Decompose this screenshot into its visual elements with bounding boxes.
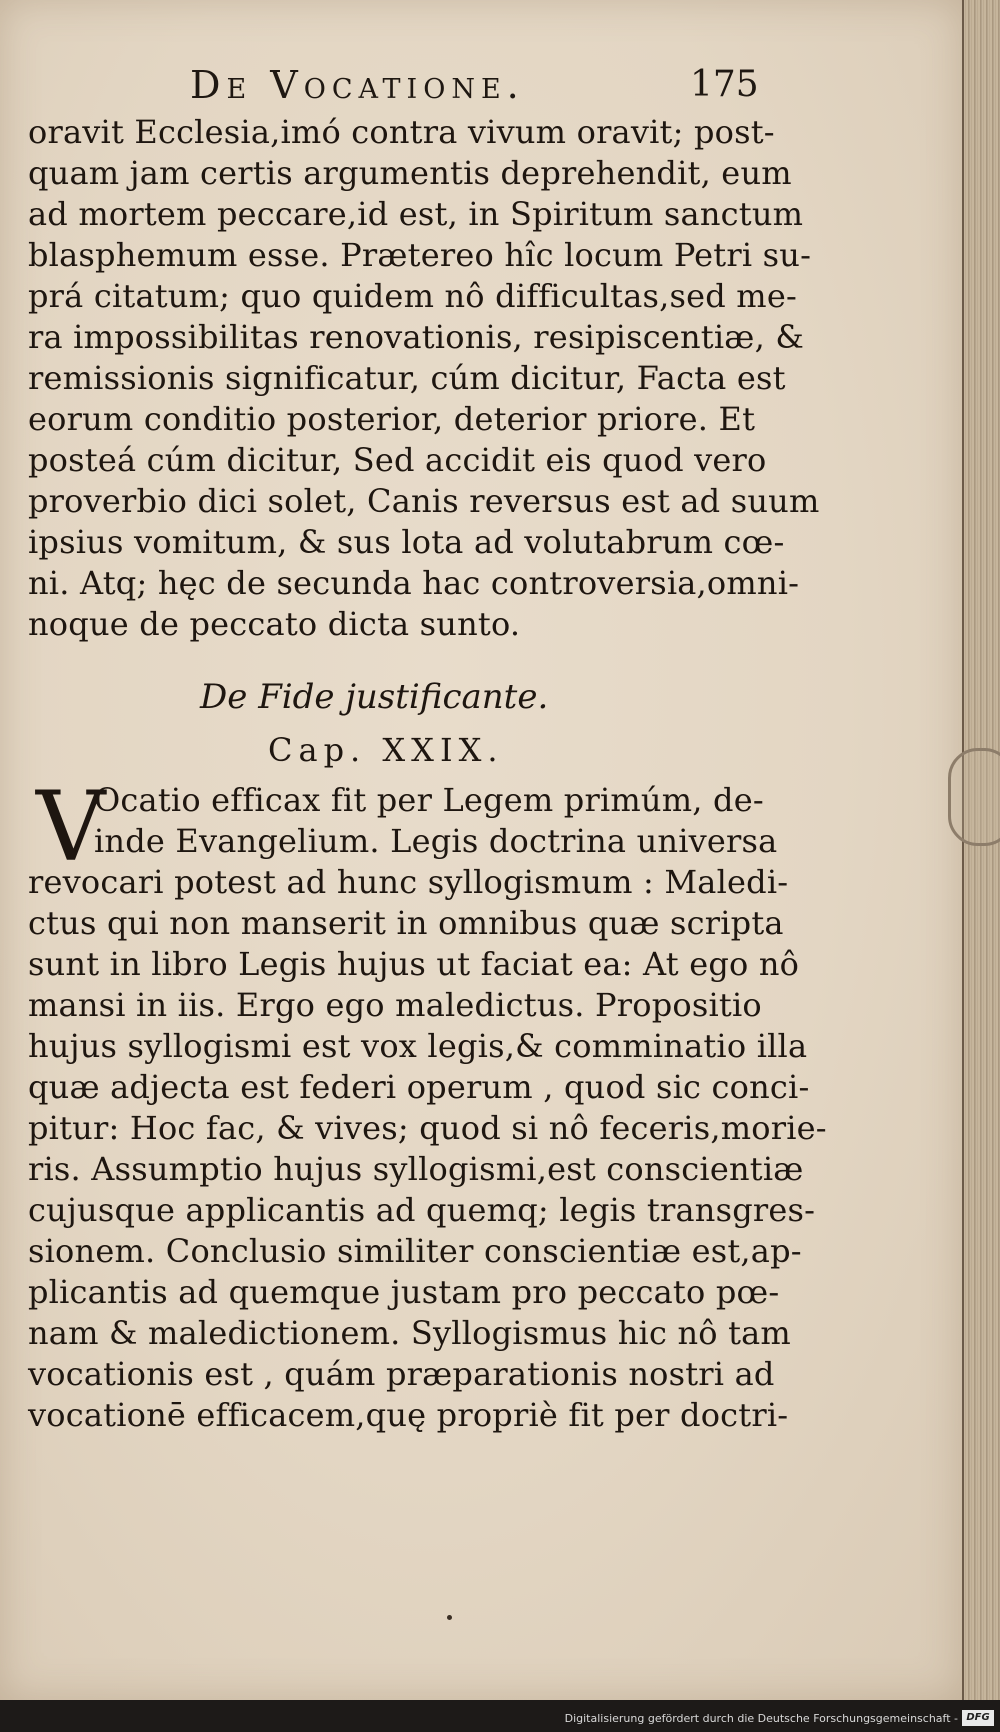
text-line: nam & maledictionem. Syllogismus hic nô tam	[28, 1314, 791, 1352]
text-line: inde Evangelium. Legis doctrina universa	[94, 822, 778, 860]
page-edges	[962, 0, 1000, 1700]
dfg-logo: DFG	[962, 1710, 994, 1726]
text-line: cujusque applicantis ad quemq; legis transgres-	[28, 1191, 816, 1229]
text-line: ris. Assumptio hujus syllogismi,est conscientiæ	[28, 1150, 804, 1188]
text-line: ni. Atq; hęc de secunda hac controversia,omni-	[28, 564, 800, 602]
text-line: prá citatum; quo quidem nô difficultas,sed me-	[28, 277, 797, 315]
text-line: vocationis est , quám præparationis nostri ad	[28, 1355, 775, 1393]
text-line: vocationē efficacem,quę propriè fit per doctri-	[28, 1396, 789, 1434]
text-line: quam jam certis argumentis deprehendit, eum	[28, 154, 792, 192]
page-number: 175	[690, 64, 759, 105]
drop-cap: V	[36, 771, 106, 883]
continued-text-block	[28, 112, 820, 645]
ink-dot	[447, 1615, 452, 1620]
text-line: proverbio dici solet, Canis reversus est ad suum	[28, 482, 820, 520]
text-line: pitur: Hoc fac, & vives; quod si nô feceris,morie-	[28, 1109, 827, 1147]
text-line: remissionis significatur, cúm dicitur, Facta est	[28, 359, 786, 397]
text-line: hujus syllogismi est vox legis,& comminatio illa	[28, 1027, 808, 1065]
text-line: Ocatio efficax fit per Legem primúm, de-	[94, 781, 764, 819]
text-line: posteá cúm dicitur, Sed accidit eis quod vero	[28, 441, 767, 479]
text-line: ra impossibilitas renovationis, resipiscentiæ, &	[28, 318, 805, 356]
text-line: blasphemum esse. Prætereo hîc locum Petri su-	[28, 236, 812, 274]
text-line: mansi in iis. Ergo ego maledictus. Propositio	[28, 986, 762, 1024]
chapter-text-block	[28, 771, 827, 1436]
text-line: plicantis ad quemque justam pro peccato pœ-	[28, 1273, 780, 1311]
text-line: sunt in libro Legis hujus ut faciat ea: At ego nô	[28, 945, 800, 983]
text-line: sionem. Conclusio similiter conscientiæ est,ap-	[28, 1232, 802, 1270]
section-title: De Fide justificante.	[200, 677, 549, 717]
text-line: ctus qui non manserit in omnibus quæ scripta	[28, 904, 784, 942]
footer-credit: Digitalisierung gefördert durch die Deutsche Forschungsgemeinschaft -	[564, 1712, 958, 1725]
text-line: eorum conditio posterior, deterior priore. Et	[28, 400, 756, 438]
text-line: ad mortem peccare,id est, in Spiritum sanctum	[28, 195, 804, 233]
text-line: revocari potest ad hunc syllogismum : Maledi-	[28, 863, 789, 901]
chapter-heading: Cap. XXIX.	[268, 731, 504, 769]
text-line: quæ adjecta est federi operum , quod sic conci-	[28, 1068, 810, 1106]
text-line: noque de peccato dicta sunto.	[28, 605, 521, 643]
text-line: oravit Ecclesia,imó contra vivum oravit; post-	[28, 113, 775, 151]
book-clasp	[948, 748, 1000, 846]
text-line: ipsius vomitum, & sus lota ad volutabrum cœ-	[28, 523, 785, 561]
running-head: De Vocatione.	[190, 63, 525, 107]
